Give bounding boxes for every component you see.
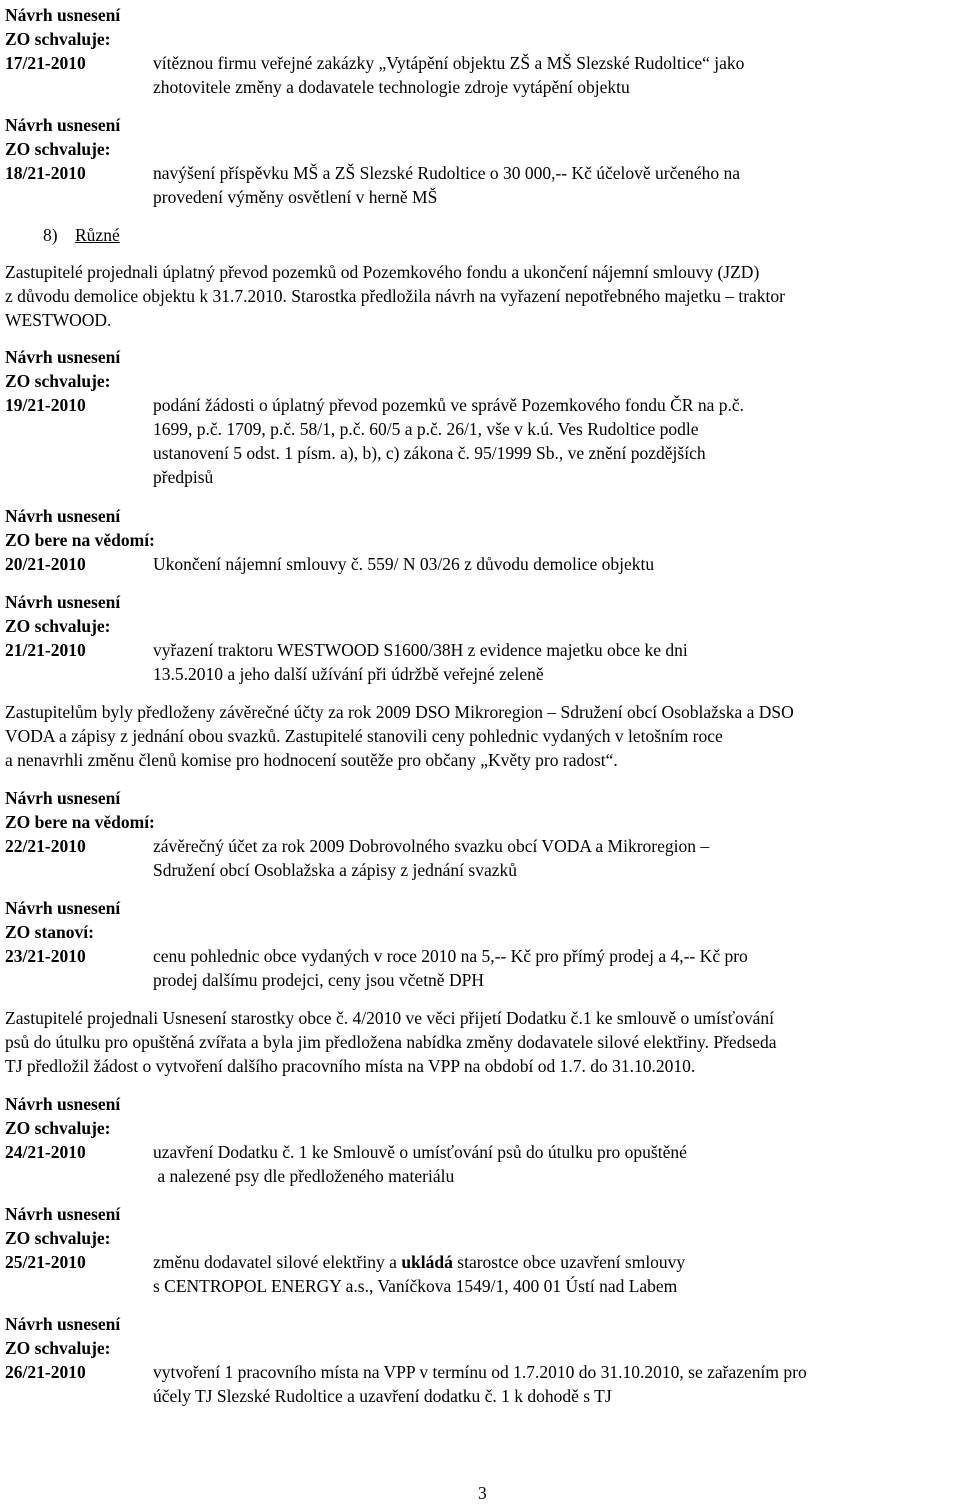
proposal-label: Návrh usnesení [5, 1094, 121, 1114]
resolution-text: navýšení příspěvku MŠ a ZŠ Slezské Rudoltice o 30 000,-- Kč účelově určeného na [153, 163, 741, 183]
paragraph-line: Zastupitelům byly předloženy závěrečné účty za rok 2009 DSO Mikroregion – Sdružení obcí Osoblažska a DSO [5, 702, 794, 722]
resolution-text: podání žádosti o úplatný převod pozemků ve správě Pozemkového fondu ČR na p.č. [153, 395, 744, 415]
resolution-text: ustanovení 5 odst. 1 písm. a), b), c) zákona č. 95/1999 Sb., ve znění pozdějších [153, 443, 706, 463]
resolution-text: účely TJ Slezské Rudoltice a uzavření dodatku č. 1 k dohodě s TJ [153, 1386, 612, 1406]
resolution-text: Sdružení obcí Osoblažska a zápisy z jednání svazků [153, 860, 517, 880]
paragraph-line: z důvodu demolice objektu k 31.7.2010. Starostka předložila návrh na vyřazení nepotřebného majetku – traktor [5, 286, 785, 306]
resolution-text [153, 1250, 685, 1274]
resolution-text: zhotovitele změny a dodavatele technologie zdroje vytápění objektu [153, 77, 630, 97]
resolution-number: 25/21-2010 [5, 1252, 86, 1272]
proposal-label: Návrh usnesení [5, 506, 121, 526]
resolution-text: s CENTROPOL ENERGY a.s., Vaníčkova 1549/1, 400 01 Ústí nad Labem [153, 1276, 678, 1296]
resolution-text-emphasis: ukládá [401, 1252, 453, 1272]
resolution-text: vítěznou firmu veřejné zakázky „Vytápění objektu ZŠ a MŠ Slezské Rudoltice“ jako [153, 53, 745, 73]
action-label: ZO schvaluje: [5, 29, 111, 49]
resolution-text-part: změnu dodavatel silové elektřiny a [153, 1252, 402, 1272]
paragraph-line: TJ předložil žádost o vytvoření dalšího pracovního místa na VPP na období od 1.7. do 31.10.2010. [5, 1056, 696, 1076]
action-label: ZO schvaluje: [5, 1228, 111, 1248]
resolution-text: uzavření Dodatku č. 1 ke Smlouvě o umísťování psů do útulku pro opuštěné [153, 1142, 687, 1162]
resolution-text: prodej dalšímu prodejci, ceny jsou včetně DPH [153, 970, 484, 990]
section-number: 8) [43, 225, 58, 245]
resolution-number: 22/21-2010 [5, 836, 86, 856]
resolution-text: cenu pohlednic obce vydaných v roce 2010 na 5,-- Kč pro přímý prodej a 4,-- Kč pro [153, 946, 748, 966]
action-label: ZO schvaluje: [5, 139, 111, 159]
action-label: ZO bere na vědomí: [5, 812, 155, 832]
resolution-number: 17/21-2010 [5, 53, 86, 73]
resolution-number: 19/21-2010 [5, 395, 86, 415]
resolution-number: 23/21-2010 [5, 946, 86, 966]
action-label: ZO bere na vědomí: [5, 530, 155, 550]
resolution-text-part: starostce obce uzavření smlouvy [452, 1252, 686, 1272]
action-label: ZO stanoví: [5, 922, 94, 942]
action-label: ZO schvaluje: [5, 1338, 111, 1358]
proposal-label: Návrh usnesení [5, 1204, 121, 1224]
paragraph-line: Zastupitelé projednali Usnesení starostky obce č. 4/2010 ve věci přijetí Dodatku č.1 ke smlouvě o umísťování [5, 1008, 775, 1028]
resolution-text: Ukončení nájemní smlouvy č. 559/ N 03/26 z důvodu demolice objektu [153, 554, 655, 574]
section-title: Různé [75, 225, 120, 245]
resolution-text: předpisů [153, 467, 214, 487]
proposal-label: Návrh usnesení [5, 5, 121, 25]
paragraph-line: a nenavrhli změnu členů komise pro hodnocení soutěže pro občany „Květy pro radost“. [5, 750, 618, 770]
action-label: ZO schvaluje: [5, 371, 111, 391]
resolution-number: 24/21-2010 [5, 1142, 86, 1162]
resolution-text: a nalezené psy dle předloženého materiálu [153, 1166, 455, 1186]
resolution-number: 26/21-2010 [5, 1362, 86, 1382]
resolution-number: 20/21-2010 [5, 554, 86, 574]
proposal-label: Návrh usnesení [5, 898, 121, 918]
resolution-number: 21/21-2010 [5, 640, 86, 660]
paragraph-line: WESTWOOD. [5, 310, 112, 330]
resolution-text: 13.5.2010 a jeho další užívání při údržbě veřejné zeleně [153, 664, 544, 684]
proposal-label: Návrh usnesení [5, 1314, 121, 1334]
resolution-text: vyřazení traktoru WESTWOOD S1600/38H z evidence majetku obce ke dni [153, 640, 688, 660]
resolution-text: 1699, p.č. 1709, p.č. 58/1, p.č. 60/5 a p.č. 26/1, vše v k.ú. Ves Rudoltice podle [153, 419, 699, 439]
paragraph-line: Zastupitelé projednali úplatný převod pozemků od Pozemkového fondu a ukončení nájemní smlouvy (JZD) [5, 262, 760, 282]
proposal-label: Návrh usnesení [5, 788, 121, 808]
page-number: 3 [478, 1483, 487, 1503]
paragraph-line: psů do útulku pro opuštěná zvířata a byla jim předložena nabídka změny dodavatele silové elektřiny. Předseda [5, 1032, 777, 1052]
resolution-number: 18/21-2010 [5, 163, 86, 183]
action-label: ZO schvaluje: [5, 616, 111, 636]
proposal-label: Návrh usnesení [5, 347, 121, 367]
action-label: ZO schvaluje: [5, 1118, 111, 1138]
resolution-text: závěrečný účet za rok 2009 Dobrovolného svazku obcí VODA a Mikroregion – [153, 836, 710, 856]
resolution-text: provedení výměny osvětlení v herně MŠ [153, 187, 438, 207]
proposal-label: Návrh usnesení [5, 592, 121, 612]
resolution-text: vytvoření 1 pracovního místa na VPP v termínu od 1.7.2010 do 31.10.2010, se zařazením pro [153, 1362, 807, 1382]
proposal-label: Návrh usnesení [5, 115, 121, 135]
paragraph-line: VODA a zápisy z jednání obou svazků. Zastupitelé stanovili ceny pohlednic vydaných v letošním roce [5, 726, 723, 746]
